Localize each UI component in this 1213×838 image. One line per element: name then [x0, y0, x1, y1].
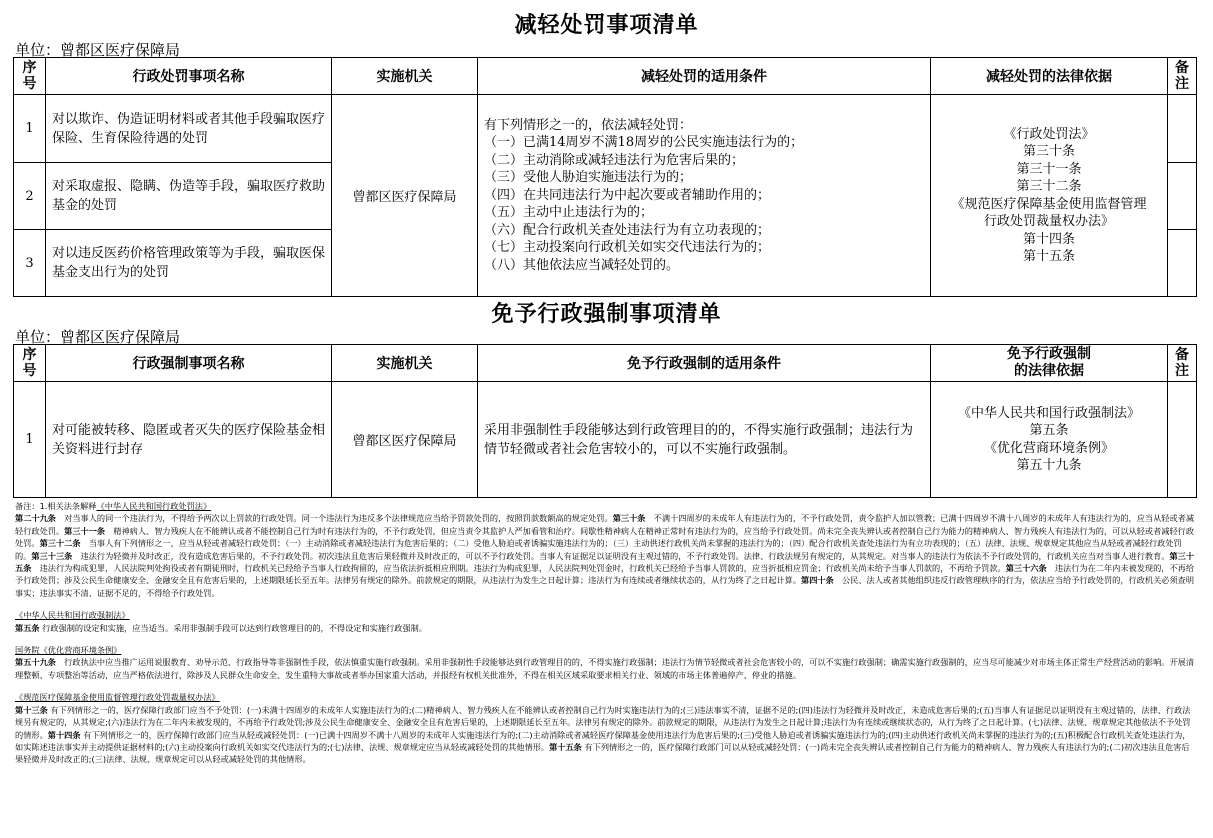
- row-note: [1168, 230, 1197, 297]
- article-text: 行政执法中应当推广运用说服教育、劝导示范、行政指导等非强制性手段，依法慎重实施行政强制。采用非强制性手段能够达到行政管理目的的，不得实施行政强制；违法行为情节轻微或者社会危害较小的，可以不实施行政强制；确需实施行政强制的，应当尽可能减少对市场主体正常生产经营活动的影响。开展清理整顿、专项整治等活动，应当严格依法进行，除涉及人民群众生命安全、发生重特大事故或者举办国家重大活动，并报经有权机关批准外，不得在相关区域采取要求相关行业、领域的市场主体普遍停产、停业的措施。: [15, 657, 1195, 680]
- basis-line: 第五条: [1029, 423, 1069, 438]
- condition-line: （五）主动中止违法行为的；: [484, 205, 654, 221]
- notes-section: [15, 500, 1195, 766]
- row-item-name: 对以欺诈、伪造证明材料或者其他手段骗取医疗保险、生育保险待遇的处罚: [46, 95, 332, 163]
- notes-paragraph-business-env: [15, 656, 1195, 681]
- article-text: 对当事人的同一个违法行为，不得给予两次以上罚款的行政处罚。同一个违法行为违反多个法律规范应当给予罚款处罚的，按照罚款数额高的规定处罚。: [55, 513, 613, 524]
- condition-line: 有下列情形之一的，依法减轻处罚：: [484, 117, 693, 133]
- article-number: 第三十六条: [1005, 563, 1047, 574]
- basis-line: 《规范医疗保障基金使用监督管理: [951, 196, 1147, 212]
- table-row: [14, 95, 1197, 163]
- header-item-name: 行政强制事项名称: [46, 345, 332, 382]
- header-note: 备注: [1168, 58, 1197, 95]
- condition-line: （一）已满14周岁不满18周岁的公民实施违法行为的；: [484, 135, 804, 151]
- article-text: 行政强制的设定和实施，应当适当。采用非强制手段可以达到行政管理目的的，不得设定和实施行政强制。: [39, 622, 427, 633]
- condition-line: （二）主动消除或减轻违法行为危害后果的；: [484, 152, 745, 168]
- legal-basis-cell: [931, 95, 1168, 297]
- row-no: 2: [14, 163, 46, 230]
- article-number: 第二十九条: [15, 513, 56, 524]
- article-number: 第三十三条: [31, 550, 73, 561]
- article-text: 有下列情形之一的，医疗保障行政部门应当从轻或减轻处罚：(一)已满十四周岁不满十八周岁的未成年人实施违法行为的;(二)主动消除或者减轻医疗保障基金使用违法行为危害后果的;(三)受他人胁迫或者诱骗实施违法行为的;(四)主动供述行政机关尚未掌握的违法行为的;(五)积极配合行政机关查处违法行为，如实陈述违法事实并主动提供证据材料的;(六)主动投案向行政机关如实交代违法行为的;(七)法律、法规、规章规定应当从轻或减轻处罚的其他情形。: [15, 729, 1191, 752]
- row-no: 3: [14, 230, 46, 297]
- article-text: 有下列情形之一的，医疗保障行政部门可以从轻或减轻处罚：(一)尚未完全丧失辨认或者控制自己行为能力的精神病人、智力残疾人有违法行为的;(二)初次违法且危害后果轻微并及时改正的;(三)法律、法规、规章规定可以从轻或减轻处罚的其他情形。: [15, 741, 1190, 765]
- conditions-cell: [478, 95, 931, 297]
- basis-line: 第三十二条: [1016, 179, 1082, 194]
- article-number: 第三十条: [612, 513, 646, 524]
- row-item-name: 对可能被转移、隐匿或者灭失的医疗保险基金相关资料进行封存: [46, 382, 332, 498]
- notes-paragraph-medical-fund: [15, 704, 1195, 766]
- basis-line: 第三十一条: [1016, 161, 1082, 177]
- row-no: 1: [14, 95, 46, 163]
- basis-line: 《行政处罚法》: [1003, 126, 1095, 142]
- row-note: [1168, 163, 1197, 230]
- row-agency: 曾都区医疗保障局: [332, 382, 478, 498]
- table1-title: 减轻处罚事项清单: [514, 13, 699, 38]
- row-item-name: 对采取虚报、隐瞒、伪造等手段，骗取医疗救助基金的处罚: [46, 163, 332, 230]
- row-note: [1168, 95, 1197, 163]
- article-text: 不满十四周岁的未成年人有违法行为的，不予行政处罚，责令监护人加以管教；已满十四周岁不满十八周岁的未成年人有违法行为的，应当从轻或者减轻行政处罚。: [15, 513, 1195, 536]
- article-text: 违法行为构成犯罪，人民法院判处拘役或者有期徒刑时，行政机关已经给予当事人行政拘留的，应当依法折抵相应刑期。违法行为构成犯罪，人民法院判处罚金时，行政机关已经给予当事人罚款的，应当折抵相应罚金；行政机关尚未给予当事人罚款的，不再给予罚款。: [31, 563, 1006, 574]
- row-no: 1: [14, 382, 46, 498]
- article-text: 违法行为在二年内未被发现的，不再给予行政处罚；涉及公民生命健康安全、金融安全且有危害后果的，上述期限延长至五年。法律另有规定的除外。前款规定的期限，从违法行为发生之日起计算；违法行为有连续或者继续状态的，从行为终了之日起计算。: [15, 563, 1195, 586]
- header-conditions: 免予行政强制的适用条件: [478, 345, 931, 382]
- row-agency: 曾都区医疗保障局: [332, 95, 478, 297]
- table2-title: 免予行政强制事项清单: [491, 302, 722, 327]
- article-text: 有下列情形之一的，医疗保障行政部门应当不予处罚：(一)未满十四周岁的未成年人实施违法行为的;(二)精神病人、智力残疾人在不能辨认或者控制自己行为时实施违法行为的;(三)违法事实不清，证据不足的;(四)违法行为轻微并及时改正，未造成危害后果的;(五)当事人有证据足以证明没有主观过错的，法律、行政法规另有规定的，从其规定;(六)违法行为在二年内未被发现的，不再给予行政处罚;涉及公民生命健康安全、金融安全且有危害后果的，上述期限延长至五年。法律另有规定的除外。前款规定的期限，从违法行为发生之日起计算;违法行为有连续或继续状态的，从行为终了之日起计算。(七)法律、法规、规章规定其他依法不予处罚的情形。: [15, 704, 1191, 740]
- article-number: 第五十九条: [15, 657, 56, 668]
- notes-intro: 备注：1.相关法条解释《中华人民共和国行政处罚法》: [15, 501, 212, 511]
- header-agency: 实施机关: [332, 58, 478, 95]
- table2-header-row: [14, 345, 1197, 382]
- condition-line: （七）主动投案向行政机关如实交代违法行为的；: [484, 240, 771, 256]
- article-number: 第十四条: [47, 729, 81, 740]
- header-note: 备注: [1168, 345, 1197, 382]
- reduced-penalty-table: [13, 57, 1197, 297]
- row-item-name: 对以违反医药价格管理政策等为手段，骗取医保基金支出行为的处罚: [46, 230, 332, 297]
- article-text: 当事人有下列情形之一，应当从轻或者减轻行政处罚：（一）主动消除或者减轻违法行为危害后果的；（二）受他人胁迫或者诱骗实施违法行为的；（三）主动供述行政机关尚未掌握的违法行为的；（四）配合行政机关查处违法行为有立功表现的；（五）法律、法规、规章规定其他应当从轻或者减轻行政处罚的。: [15, 538, 1182, 561]
- article-text: 精神病人、智力残疾人在不能辨认或者不能控制自己行为时有违法行为的，不予行政处罚，但应当责令其监护人严加看管和治疗。间歇性精神病人在精神正常时有违法行为的，应当给予行政处罚。尚未完全丧失辨认或者控制自己行为能力的精神病人、智力残疾人有违法行为的，可以从轻或者减轻行政处罚。: [15, 525, 1195, 549]
- condition-line: （四）在共同违法行为中起次要或者辅助作用的；: [484, 187, 771, 203]
- condition-line: （八）其他依法应当减轻处罚的。: [484, 257, 680, 273]
- basis-line: 第十五条: [1022, 249, 1075, 264]
- condition-line: （三）受他人胁迫实施违法行为的；: [484, 170, 693, 186]
- table2-unit: 单位：曾都区医疗保障局: [15, 328, 181, 346]
- legal-basis-cell: [931, 382, 1168, 498]
- notes-paragraph-penalty-law: [15, 512, 1195, 599]
- basis-line: 第三十条: [1022, 144, 1075, 159]
- row-note: [1168, 382, 1197, 498]
- article-number: 第三十一条: [64, 525, 106, 536]
- header-no: 序号: [14, 58, 46, 95]
- header-no: 序号: [14, 345, 46, 382]
- basis-line: 第十四条: [1022, 231, 1075, 247]
- basis-line: 第五十九条: [1016, 458, 1082, 473]
- header-item-name: 行政处罚事项名称: [46, 58, 332, 95]
- basis-line: 行政处罚裁量权办法》: [983, 214, 1114, 229]
- law-title: 《规范医疗保障基金使用监督管理行政处罚裁量权办法》: [15, 692, 220, 703]
- article-number: 第五条: [15, 622, 40, 633]
- exempt-coercion-table: [13, 344, 1197, 498]
- article-number: 第三十二条: [39, 538, 81, 549]
- condition-line: （六）配合行政机关查处违法行为有立功表现的；: [484, 222, 771, 238]
- basis-line: 《优化营商环境条例》: [983, 440, 1114, 456]
- article-number: 第四十条: [801, 575, 834, 586]
- article-text: 违法行为轻微并及时改正，没有造成危害后果的，不予行政处罚。初次违法且危害后果轻微并及时改正的，可以不予行政处罚。当事人有证据足以证明没有主观过错的，不予行政处罚。法律、行政法规另有规定的，从其规定。对当事人的违法行为依法不予行政处罚的，行政机关应当对当事人进行教育。: [72, 550, 1170, 561]
- header-legal-basis: 减轻处罚的法律依据: [931, 58, 1168, 95]
- law-title: 国务院《优化营商环境条例》: [15, 645, 122, 656]
- article-text: 公民、法人或者其他组织违反行政管理秩序的行为，依法应当给予行政处罚的，行政机关必须查明事实；违法事实不清、证据不足的，不得给予行政处罚。: [15, 575, 1195, 598]
- notes-paragraph-coercion-law: [15, 622, 1195, 634]
- law-title: 《中华人民共和国行政处罚法》: [96, 501, 212, 511]
- header-agency: 实施机关: [332, 345, 478, 382]
- header-legal-basis: 免予行政强制 的法律依据: [931, 345, 1168, 382]
- article-number: 第三十五条: [15, 550, 1195, 574]
- row-condition: 采用非强制性手段能够达到行政管理目的的，不得实施行政强制；违法行为情节轻微或者社会危害较小的，可以不实施行政强制。: [478, 382, 931, 498]
- article-number: 第十三条: [15, 704, 48, 715]
- table1-header-row: [14, 58, 1197, 95]
- article-number: 第十五条: [549, 741, 582, 752]
- basis-line: 《中华人民共和国行政强制法》: [957, 405, 1140, 421]
- table-row: [14, 382, 1197, 498]
- header-conditions: 减轻处罚的适用条件: [478, 58, 931, 95]
- table1-unit: 单位：曾都区医疗保障局: [15, 41, 181, 59]
- law-title: 《中华人民共和国行政强制法》: [15, 610, 130, 621]
